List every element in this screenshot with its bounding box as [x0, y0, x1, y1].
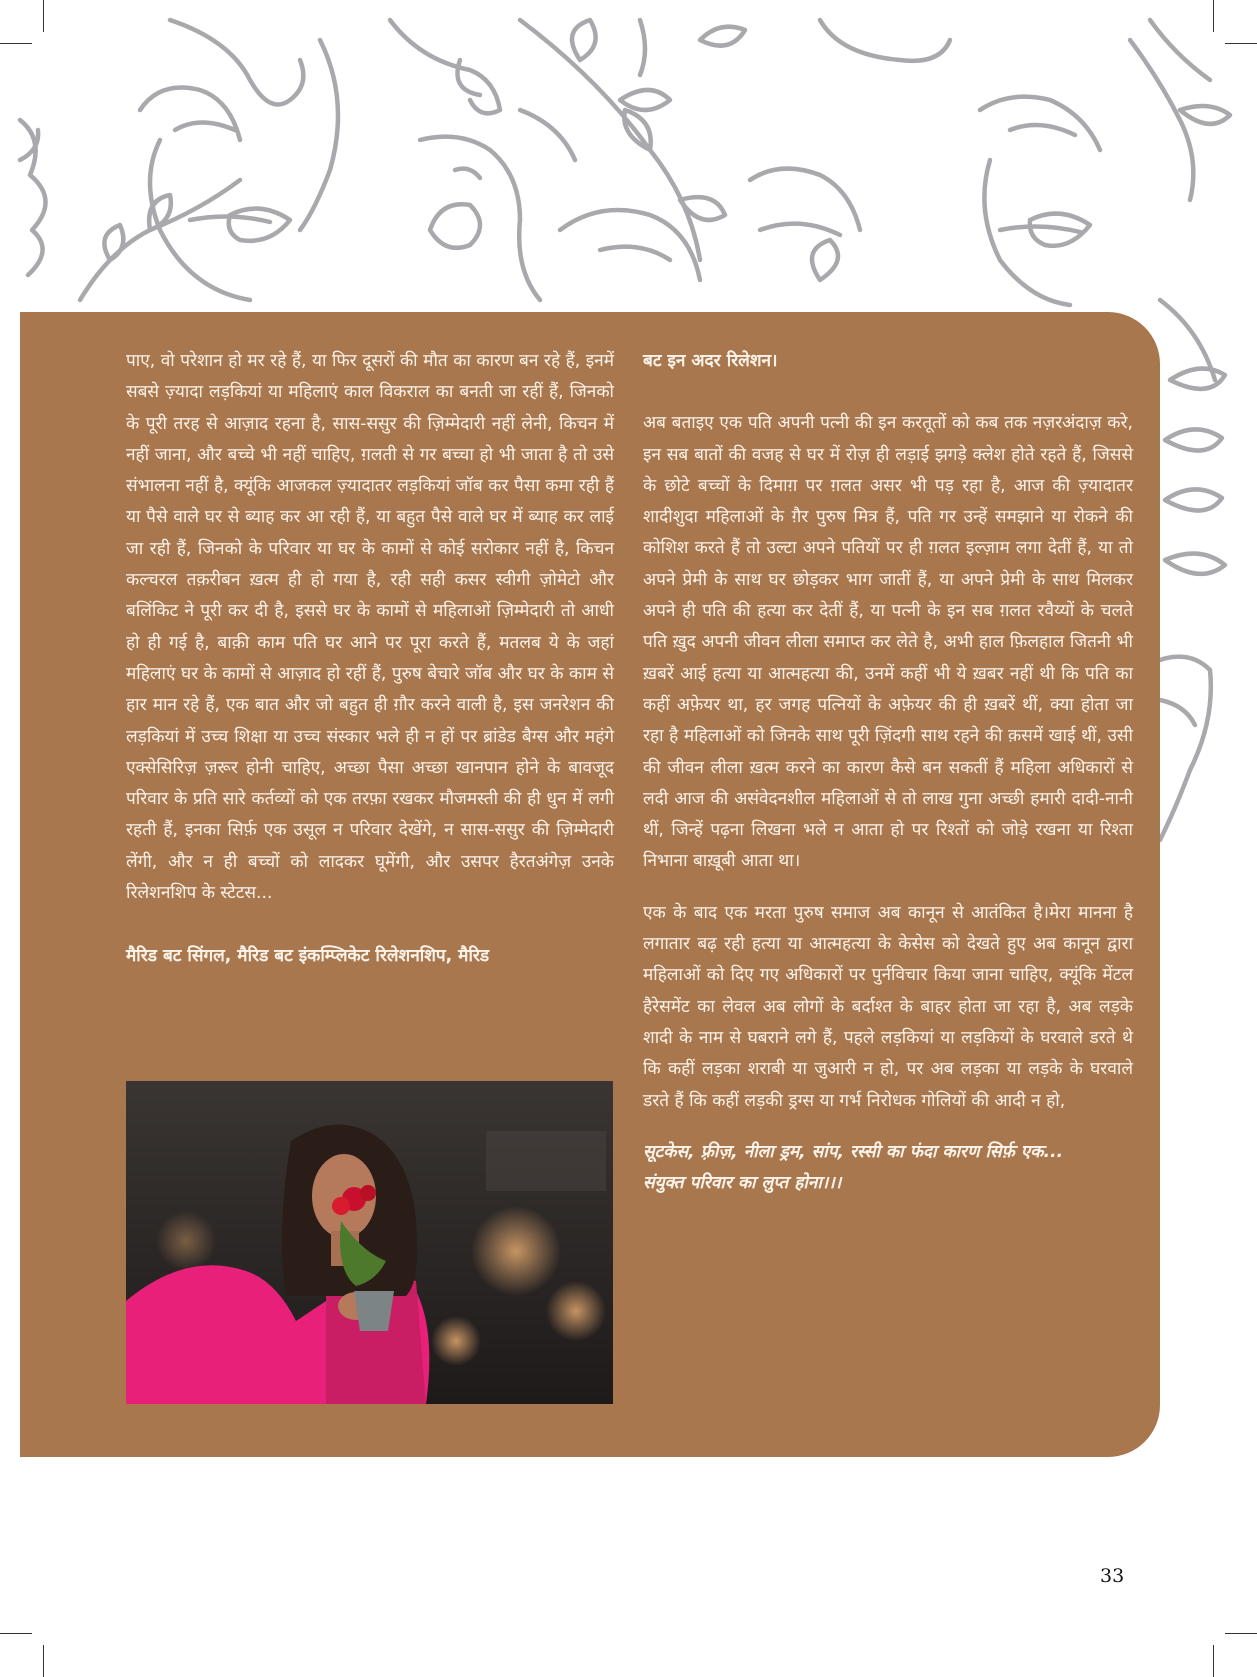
- page-number: 33: [1100, 1565, 1125, 1587]
- right-paragraph-2: एक के बाद एक मरता पुरुष समाज अब कानून से आतंकित है।मेरा मानना है लगातार बढ़ रही हत्या या आत्महत्या के केसेस को देखते हुए अब कानून द्वारा महिलाओं को दिए गए अधिकारों पर पुर्नविचार किया जाना चाहिए, क्यूंकि मेंटल हैरेसमेंट का लेवल अब लोगों के बर्दाश्त के बाहर होता जा रहा है, अब लड़के शादी के नाम से घबराने लगे हैं, पहले लड़कियां या लड़कियों के घरवाले डरते थे कि कहीं लड़का शराबी या जुआरी न हो, पर अब लड़का या लड़के के घरवाले डरते हैं कि कहीं लड़की ड्रग्स या गर्भ निरोधक गोलियों की आदी न हो,: [643, 902, 1133, 1111]
- crop-mark-br-h: [1225, 1633, 1257, 1634]
- right-lead: बट इन अदर रिलेशन।: [643, 351, 778, 371]
- right-paragraph-1: अब बताइए एक पति अपनी पत्नी की इन करतूतों को कब तक नज़रअंदाज़ करे, इन सब बातों की वजह से घर में रोज़ ही लड़ाई झगड़े क्लेश होते रहते हैं, जिससे के छोटे बच्चों के दिमाग़ पर ग़लत असर भी पड़ रहा है, आज की ज़्यादातर शादीशुदा महिलाओं के ग़ैर पुरुष मित्र हैं, पति गर उन्हें समझाने या रोकने की कोशिश करते हैं तो उल्टा अपने पतियों पर ही ग़लत इल्ज़ाम लगा देतीं हैं, या तो अपने प्रेमी के साथ घर छोड़कर भाग जातीं हैं, या अपने प्रेमी के साथ मिलकर अपने ही पति की हत्या कर देतीं हैं, या पत्नी के इन सब ग़लत रवैय्यों के चलते पति ख़ुद अपनी जीवन लीला समाप्त कर लेते है, अभी हाल फ़िलहाल जितनी भी ख़बरें आई हत्या या आत्महत्या की, उनमें कहीं भी ये ख़बर नहीं थी कि पति का कहीं अफ़ेयर था, हर जगह पत्नियों के अफ़ेयर की ही ख़बरें थीं, क्या होता जा रहा है महिलाओं को जिनके साथ पूरी ज़िंदगी साथ रहने की क़समें खाई थीं, उसी की जीवन लीला ख़त्म करने का कारण कैसे बन सकतीं हैं महिला अधिकारों से लदी आज की असंवेदनशील महिलाओं से तो लाख गुना अच्छी हमारी दादी-नानी थीं, जिन्हें पढ़ना लिखना भले न आता हो पर रिश्तों को जोड़े रखना या रिश्ता निभाना बाख़ूबी आता था।: [643, 413, 1133, 872]
- left-paragraph: पाए, वो परेशान हो मर रहे हैं, या फिर दूसरों की मौत का कारण बन रहे हैं, इनमें सबसे ज़्यादा लड़कियां या महिलाएं काल विकराल का बनती जा रहीं हैं, जिनको के पूरी तरह से आज़ाद रहना है, सास-ससुर की ज़िम्मेदारी नहीं लेनी, किचन में नहीं जाना, और बच्चे भी नहीं चाहिए, ग़लती से गर बच्चा हो भी जाता है तो उसे संभालना नहीं है, क्यूंकि आजकल ज़्यादातर लड़कियां जॉब कर पैसा कमा रही हैं या पैसे वाले घर से ब्याह कर आ रही हैं, या बहुत पैसे वाले घर में ब्याह कर लाई जा रही हैं, जिनको के परिवार या घर के कामों से कोई सरोकार नहीं है, किचन कल्चरल तक़रीबन ख़त्म ही हो गया है, रही सही कसर स्वीगी ज़ोमेटो और बलिंकिट ने पूरी कर दी है, इससे घर के कामों से महिलाओं ज़िम्मेदारी तो आधी हो ही गई है, बाक़ी काम पति घर आने पर पूरा करते हैं, मतलब ये के जहां महिलाएं घर के कामों से आज़ाद हो रहीं हैं, पुरुष बेचारे जॉब और घर के काम से हार मान रहे हैं, एक बात और जो बहुत ही ग़ौर करने वाली है, इस जनरेशन की लड़कियां में उच्च शिक्षा या उच्च संस्कार भले ही न हों पर ब्रांडेड बैग्स और महंगे एक्सेसिरिज़ ज़रूर होनी चाहिए, अच्छा पैसा अच्छा खानपान होने के बावजूद परिवार के प्रति सारे कर्तव्यों को एक तरफ़ा रखकर मौजमस्ती की ही धुन में लगी रहती हैं, इनका सिर्फ़ एक उसूल न परिवार देखेंगे, न सास-ससुर की ज़िम्मेदारी लेंगी, और न ही बच्चों को लादकर घूमेंगी, और उसपर हैरतअंगेज़ उनके रिलेशनशिप के स्टेटस...: [126, 351, 614, 904]
- crop-mark-br-v: [1213, 1645, 1214, 1677]
- article-photo: [126, 1081, 613, 1404]
- photo-illustration: [126, 1081, 613, 1404]
- crop-mark-bl-h: [0, 1633, 32, 1634]
- crop-mark-bl-v: [43, 1645, 44, 1677]
- closing-line-2: संयुक्त परिवार का लुप्त होना।।।: [643, 1173, 842, 1194]
- left-subheading: मैरिड बट सिंगल, मैरिड बट इंकम्प्लिकेट रिलेशनशिप, मैरिड: [126, 946, 490, 967]
- right-column: [643, 346, 1133, 1199]
- left-column: [126, 346, 614, 973]
- closing-line-1: सूटकेस, फ़्रीज़, नीला ड्रम, सांप, रस्सी का फंदा कारण सिर्फ़ एक...: [643, 1141, 1064, 1162]
